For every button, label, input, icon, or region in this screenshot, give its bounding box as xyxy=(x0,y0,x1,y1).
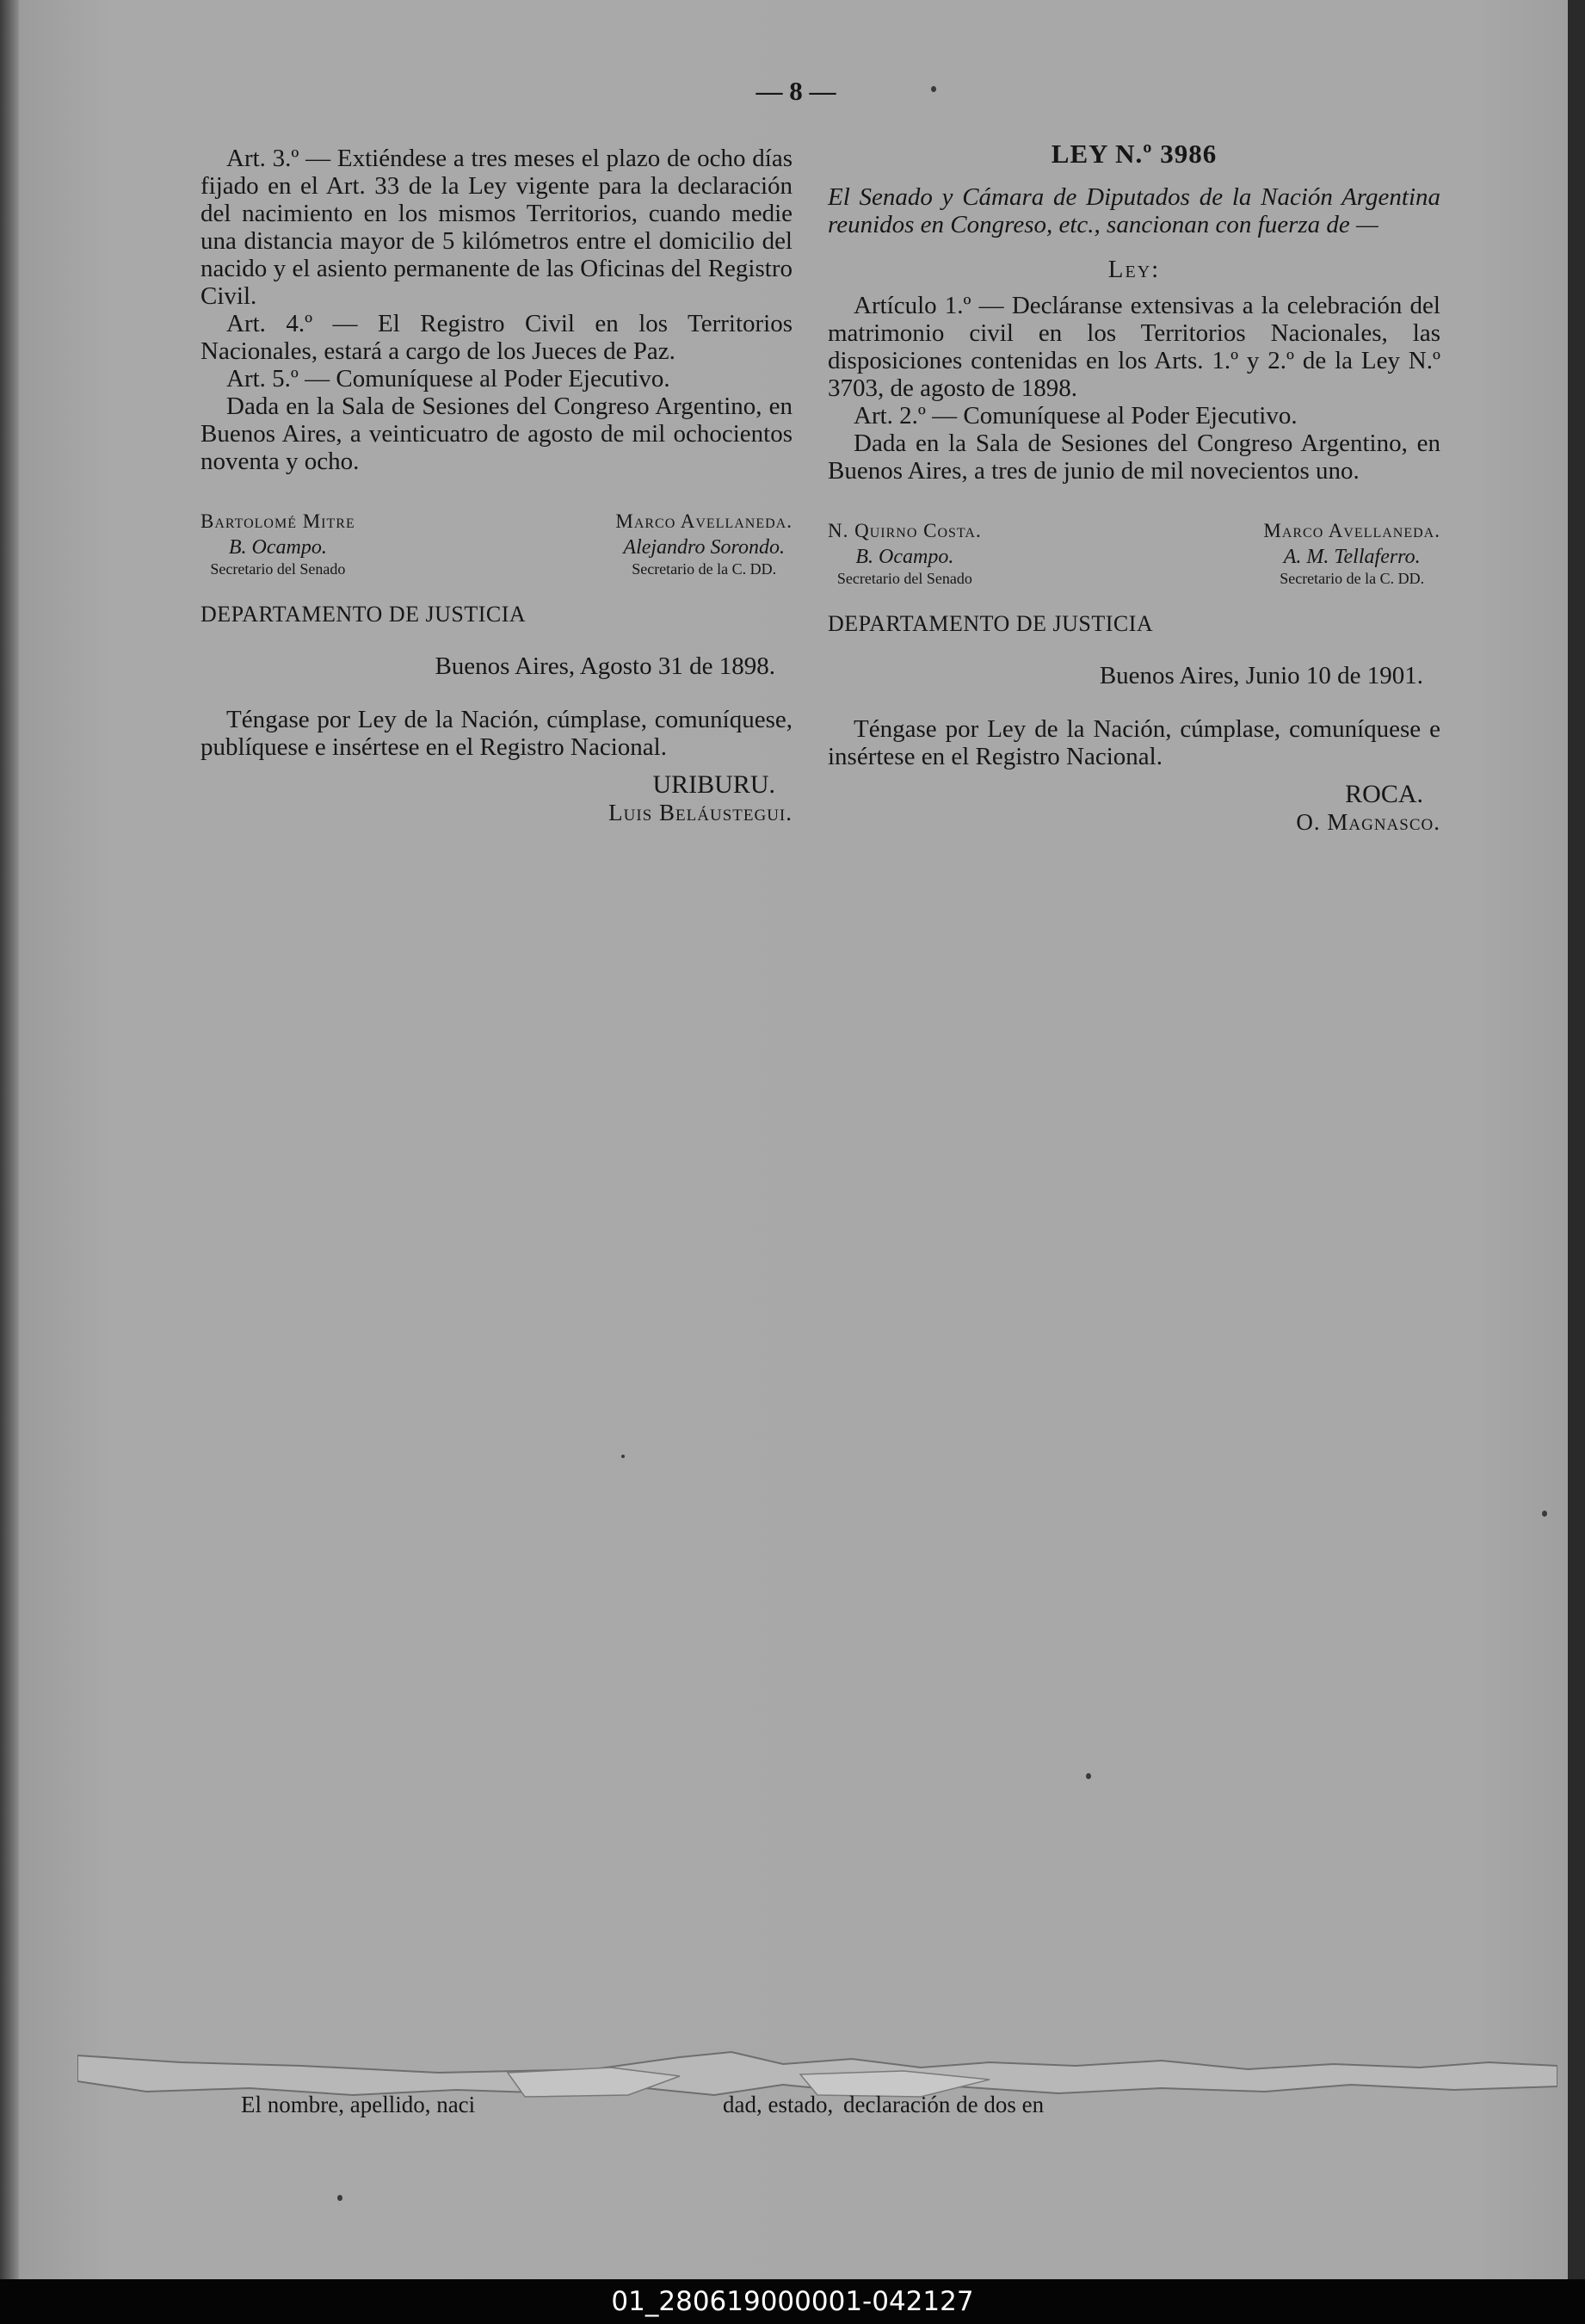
senate-signature xyxy=(200,508,355,578)
minister-signature: O. Magnasco. xyxy=(1296,809,1440,835)
executive-signers xyxy=(200,771,792,826)
secretary-role: Secretario del Senado xyxy=(836,570,972,587)
page-number: — 8 — xyxy=(755,76,836,106)
ley-heading: Ley: xyxy=(1107,256,1161,283)
promulgation-decree: Téngase por Ley de la Nación, cúmplase, comuníquese e insértese en el Registro Nacional. xyxy=(828,715,1440,770)
president-signature: URIBURU. xyxy=(652,770,775,799)
right-column xyxy=(828,140,1440,836)
enactment-clause: Dada en la Sala de Sesiones del Congreso Argentino, en Buenos Aires, a veinticuatro de agosto de mil ochocientos noventa y ocho. xyxy=(200,392,792,475)
president-signature: ROCA. xyxy=(1345,780,1423,808)
senate-signature xyxy=(828,517,982,588)
decree-date: Buenos Aires, Agosto 31 de 1898. xyxy=(435,652,775,680)
secretary-role: Secretario de la C. DD. xyxy=(1280,570,1425,587)
secretary-role: Secretario del Senado xyxy=(210,560,346,578)
left-column xyxy=(200,145,792,826)
cut-off-text-fragment: declaración de dos en xyxy=(843,2092,1045,2117)
congress-signatures xyxy=(200,508,792,578)
signer-name: N. Quirno Costa. xyxy=(828,520,982,541)
signer-name: Marco Avellaneda. xyxy=(1263,520,1440,541)
chamber-signature xyxy=(615,508,792,578)
secretary-name: B. Ocampo. xyxy=(228,536,327,559)
scan-id-bar xyxy=(0,2279,1585,2324)
article-3: Art. 3.º — Extiéndese a tres meses el plazo de ocho días fijado en el Art. 33 de la Ley vigente para la declaración del nacimiento en los mismos Territorios, cuando medie una distancia mayor de 5 kilómetros entre el domicilio del nacido y el asiento permanente de las Oficinas del Registro Civil. xyxy=(200,145,792,310)
article-5: Art. 5.º — Comuníquese al Poder Ejecutivo. xyxy=(226,365,670,392)
cut-off-text-fragment: El nombre, apellido, naci xyxy=(241,2092,476,2117)
decree-date: Buenos Aires, Junio 10 de 1901. xyxy=(1099,662,1423,689)
chamber-signature xyxy=(1263,517,1440,588)
article-2: Art. 2.º — Comuníquese al Poder Ejecutivo. xyxy=(854,402,1298,430)
scan-id-label: 01_280619000001-042127 xyxy=(611,2286,974,2317)
signer-name: Marco Avellaneda. xyxy=(615,510,792,532)
law-preamble: El Senado y Cámara de Diputados de la Nación Argentina reunidos en Congreso, etc., sancionan con fuerza de — xyxy=(828,183,1440,238)
scan-left-edge xyxy=(0,0,19,2279)
signer-name: Bartolomé Mitre xyxy=(200,510,355,532)
promulgation-decree: Téngase por Ley de la Nación, cúmplase, comuníquese, publíquese e insértese en el Registro Nacional. xyxy=(200,706,792,761)
enactment-clause: Dada en la Sala de Sesiones del Congreso Argentino, en Buenos Aires, a tres de junio de mil novecientos uno. xyxy=(828,430,1440,485)
secretary-name: Alejandro Sorondo. xyxy=(623,536,785,559)
law-title: LEY N.º 3986 xyxy=(1051,139,1218,169)
cut-off-text-fragment: dad, estado, xyxy=(723,2092,834,2117)
article-4: Art. 4.º — El Registro Civil en los Territorios Nacionales, estará a cargo de los Jueces de Paz. xyxy=(200,310,792,365)
secretary-name: B. Ocampo. xyxy=(855,546,954,568)
secretary-name: A. M. Tellaferro. xyxy=(1283,546,1421,568)
minister-signature: Luis Beláustegui. xyxy=(608,800,792,825)
secretary-role: Secretario de la C. DD. xyxy=(632,560,777,578)
article-1: Artículo 1.º — Decláranse extensivas a la celebración del matrimonio civil en los Territorios Nacionales, las disposiciones contenidas en los Arts. 1.º y 2.º de la Ley N.º 3703, de agosto de 1898. xyxy=(828,292,1440,402)
executive-signers xyxy=(828,781,1440,836)
department-heading: DEPARTAMENTO DE JUSTICIA xyxy=(200,602,527,627)
department-heading: DEPARTAMENTO DE JUSTICIA xyxy=(828,611,1154,636)
congress-signatures xyxy=(828,517,1440,588)
